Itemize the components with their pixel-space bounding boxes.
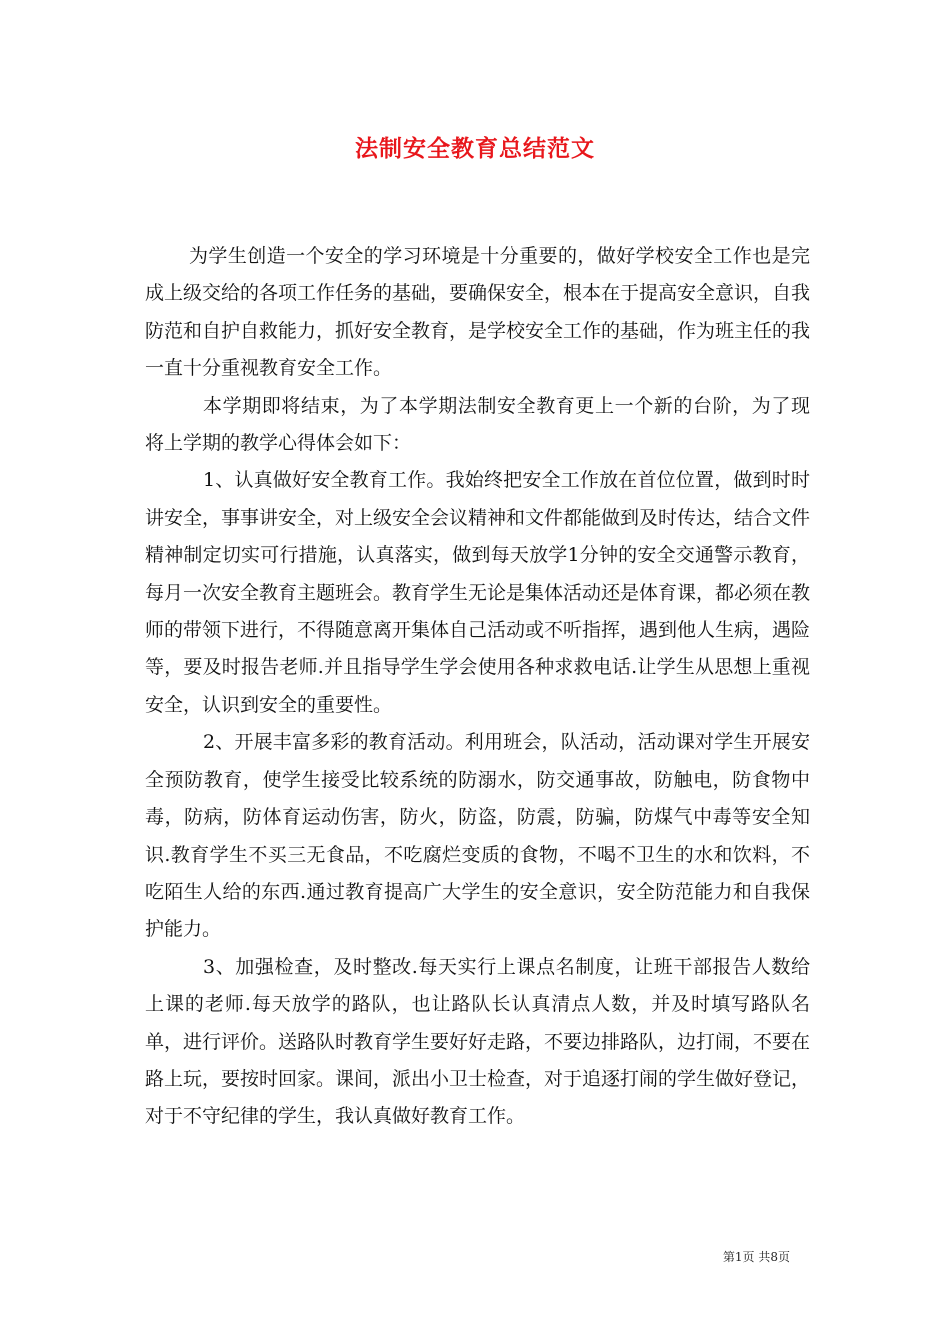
paragraph-point-2: 2、开展丰富多彩的教育活动。利用班会，队活动，活动课对学生开展安全预防教育，使学生接受比较系统的防溺水，防交通事故，防触电，防食物中毒，防病，防体育运动伤害，防火，防盗，防震，防骗，防煤气中毒等安全知识.教育学生不买三无食品，不吃腐烂变质的食物，不喝不卫生的水和饮料，不吃陌生人给的东西.通过教育提高广大学生的安全意识，安全防范能力和自我保护能力。: [145, 731, 810, 941]
paragraph-semester: 本学期即将结束，为了本学期法制安全教育更上一个新的台阶，为了现将上学期的教学心得体会如下：: [145, 394, 810, 455]
document-body: [145, 238, 810, 1136]
document-title: 法制安全教育总结范文: [355, 135, 595, 162]
paragraph-point-1: 1、认真做好安全教育工作。我始终把安全工作放在首位位置，做到时时讲安全，事事讲安全，对上级安全会议精神和文件都能做到及时传达，结合文件精神制定切实可行措施，认真落实，做到每天放学1分钟的安全交通警示教育，每月一次安全教育主题班会。教育学生无论是集体活动还是体育课，都必须在教师的带领下进行，不得随意离开集体自己活动或不听指挥，遇到他人生病，遇险等，要及时报告老师.并且指导学生学会使用各种求救电话.让学生从思想上重视安全，认识到安全的重要性。: [145, 469, 811, 716]
paragraph-intro: 为学生创造一个安全的学习环境是十分重要的，做好学校安全工作也是完成上级交给的各项工作任务的基础，要确保安全，根本在于提高安全意识，自我防范和自护自救能力，抓好安全教育，是学校安全工作的基础，作为班主任的我一直十分重视教育安全工作。: [145, 245, 811, 380]
page-number-footer: 第1页 共8页: [722, 1250, 790, 1264]
paragraph-point-3: 3、加强检查，及时整改.每天实行上课点名制度，让班干部报告人数给上课的老师.每天放学的路队，也让路队长认真清点人数，并及时填写路队名单，进行评价。送路队时教育学生要好好走路，不要边排路队，边打闹，不要在路上玩，要按时回家。课间，派出小卫士检查，对于追逐打闹的学生做好登记，对于不守纪律的学生，我认真做好教育工作。: [145, 955, 811, 1128]
